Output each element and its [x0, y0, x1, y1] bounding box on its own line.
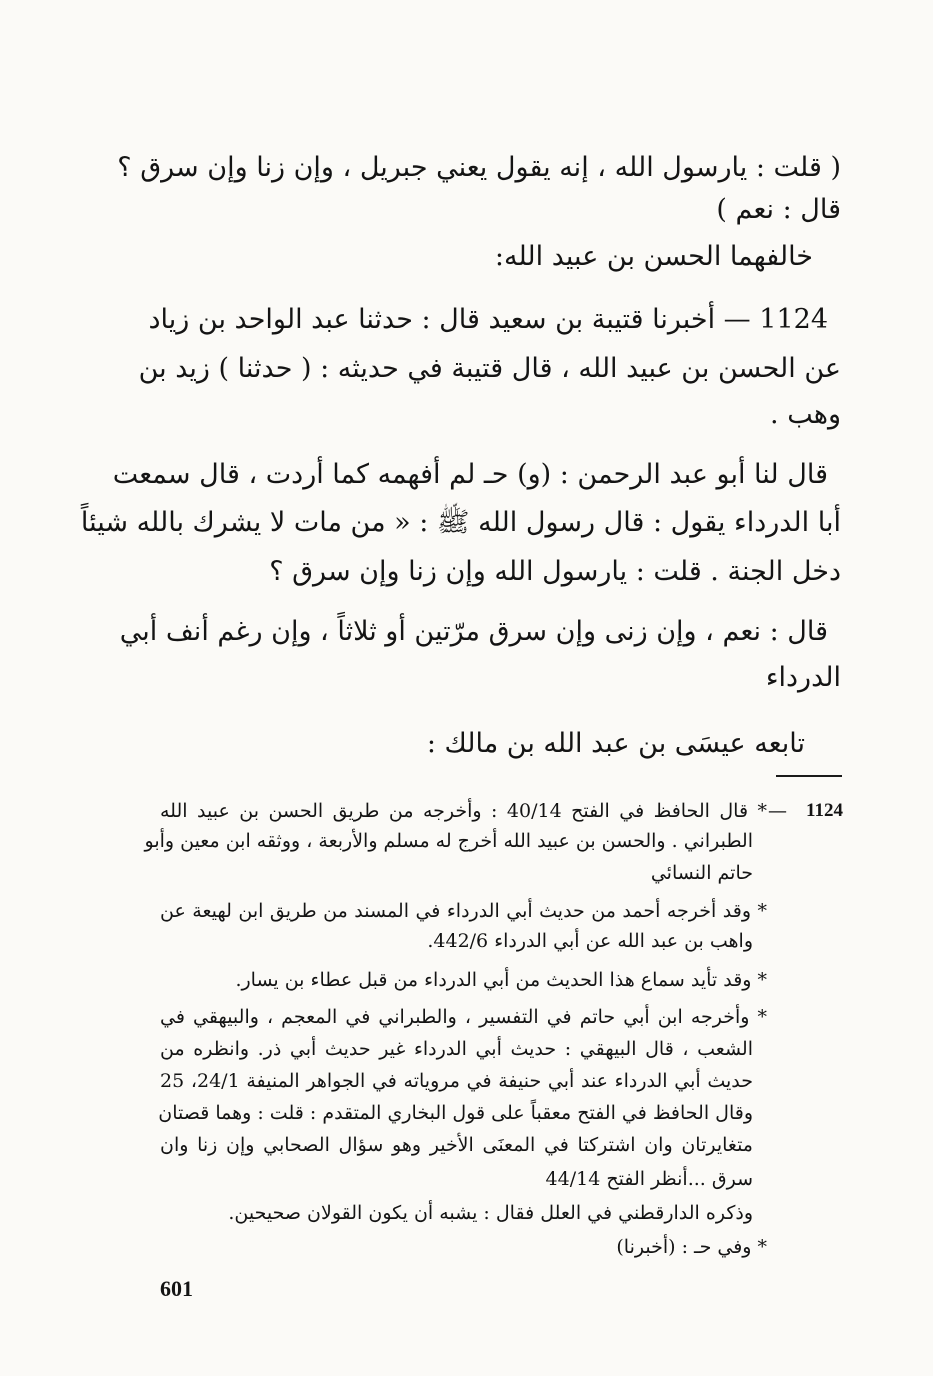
body-line-2: قال : نعم ): [716, 194, 841, 225]
footnote-separator: [776, 775, 842, 777]
body-line-11: الدرداء: [765, 662, 841, 693]
footnote-line-13: وذكره الدارقطني في العلل فقال : يشبه أن يكون القولان صحيحين.: [228, 1202, 753, 1224]
body-line-8: أبا الدرداء يقول : قال رسول الله ﷺ : « من مات لا يشرك بالله شيئاً: [80, 507, 841, 538]
body-line-9: دخل الجنة . قلت : يارسول الله وإن زنا وإن سرق ؟: [269, 556, 841, 587]
body-line-7: قال لنا أبو عبد الرحمن : (و) حـ لم أفهمه كما أردت ، قال سمعت: [112, 459, 828, 490]
hadith-number-line: 1124 — أخبرنا قتيبة بن سعيد قال : حدثنا عبد الواحد بن زياد: [148, 304, 828, 335]
footnote-dash: —: [768, 800, 787, 822]
body-line-6: وهب .: [770, 399, 841, 430]
body-line-10: قال : نعم ، وإن زنى وإن سرق مرّتين أو ثلاثاً ، وإن رغم أنف أبي: [119, 616, 828, 647]
footnote-line-11: متغايرتان وان اشتركتا في المعنَى الأخير وهو سؤال الصحابي وإن زنا وان: [160, 1134, 753, 1156]
footnote-line-14: * وفي حـ : (أخبرنا): [616, 1236, 767, 1258]
footnote-line-3: حاتم النسائي: [650, 862, 753, 884]
body-line-1: ( قلت : يارسول الله ، إنه يقول يعني جبريل ، وإن زنا وإن سرق ؟: [117, 152, 841, 183]
footnote-line-7: * وأخرجه ابن أبي حاتم في التفسير ، والطبراني في المعجم ، والبيهقي في: [160, 1006, 767, 1028]
footnote-line-1: * قال الحافظ في الفتح 40/14 : وأخرجه من طريق الحسن بن عبيد الله: [160, 800, 767, 822]
footnote-line-8: الشعب ، قال البيهقي : حديث أبي الدرداء غير حديث أبي ذر. وانظره من: [160, 1038, 753, 1060]
footnote-line-10: وقال الحافظ في الفتح معقباً على قول البخاري المتقدم : قلت : وهما قصتان: [158, 1102, 753, 1124]
body-line-5: عن الحسن بن عبيد الله ، قال قتيبة في حديثه : ( حدثنا ) زيد بن: [138, 353, 841, 384]
footnote-line-2: الطبراني . والحسن بن عبيد الله أخرج له مسلم والأربعة ، ووثقه ابن معين وأبو: [144, 830, 753, 852]
body-line-12: تابعه عيسَى بن عبد الله بن مالك :: [426, 728, 805, 759]
page-number: 601: [160, 1276, 193, 1301]
footnote-line-12: سرق ...أنظر الفتح 44/14: [545, 1168, 753, 1190]
footnote-line-5: واهب بن عبد الله عن أبي الدرداء 442/6.: [427, 930, 753, 952]
footnote-line-9: حديث أبي الدرداء عند أبي حنيفة في مروياته في الجواهر المنيفة 24/1، 25: [160, 1070, 753, 1092]
footnote-line-4: * وقد أخرجه أحمد من حديث أبي الدرداء في المسند من طريق ابن لهيعة عن: [160, 900, 767, 922]
footnote-number: 1124: [806, 800, 843, 821]
body-line-3: خالفهما الحسن بن عبيد الله:: [494, 241, 813, 272]
footnote-line-6: * وقد تأيد سماع هذا الحديث من أبي الدرداء من قبل عطاء بن يسار.: [235, 969, 767, 991]
